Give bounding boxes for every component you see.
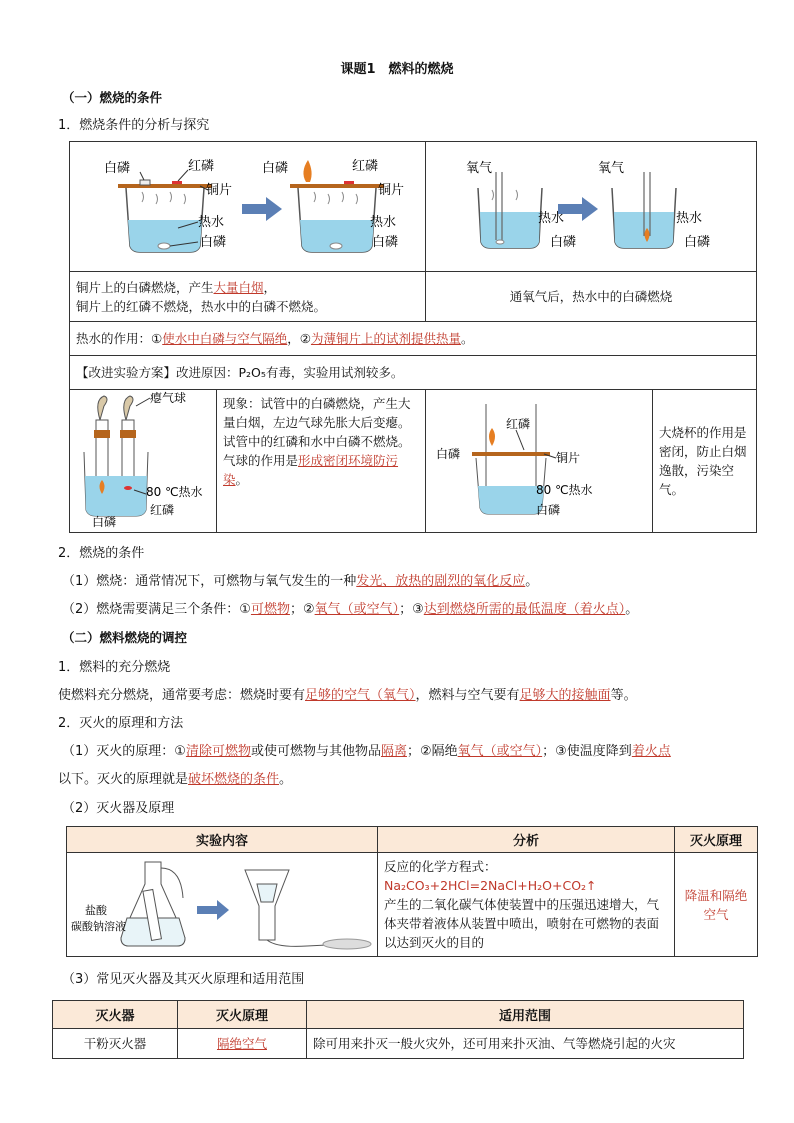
label-white-p-2: 白磷 [262,161,289,176]
label-copper-big: 铜片 [556,451,581,465]
principle-cell: 降温和隔绝空气 [675,853,758,957]
sub-heading: （2）灭火器及原理 [62,801,175,816]
figure-cell-oxygen [426,142,757,272]
text: 气球的作用是 [223,453,299,468]
label-copper-2: 铜片 [378,183,405,198]
answer-blank: 氧气（或空气） [314,602,400,617]
answer-blank: 氧气（或空气） [457,744,543,759]
label-80c-water-big: 80 ℃热水 [536,483,593,497]
text: 。 [279,772,293,787]
test-tube-figure [70,390,216,528]
figure-cell-extinguisher [67,853,378,957]
label-white-p-o2: 白磷 [684,235,711,250]
label-oxygen-2: 氧气 [598,161,625,176]
text: 反应的化学方程式： [384,859,497,874]
item-heading: 2．燃烧的条件 [58,546,145,561]
text: 以下。灭火的原理就是 [58,772,189,787]
label-hot-water: 热水 [198,215,225,230]
col-header: 灭火原理 [675,827,758,853]
obs-punct: ， [263,279,277,295]
label-hot-water-o2: 热水 [676,211,703,226]
col-header: 灭火原理 [178,1001,307,1029]
col-header: 适用范围 [307,1001,744,1029]
extinguisher-experiment-table [66,826,758,957]
label-red-p-2: 红磷 [352,159,379,174]
phenomenon-cell [217,390,426,532]
answer-blank: 足够大的接触面 [519,688,611,703]
answer-blank: 大量白烟 [213,279,264,295]
page-title: 课题1 燃料的燃烧 [340,62,454,77]
improved-scheme: 【改进实验方案】改进原因：P₂O₅有毒，实验用试剂较多。 [70,356,757,390]
label-white-p-bottom-big: 白磷 [536,503,561,517]
text: 。 [235,472,249,487]
label-oxygen-1: 氧气 [466,161,493,176]
figure-cell-copper-plate [70,142,426,272]
col-header: 实验内容 [67,827,378,853]
beaker-before [104,158,232,252]
combustion-conditions [62,598,638,617]
copper-plate-experiment-figure [70,142,425,267]
text: 。 [460,331,474,346]
text: ；③ [399,602,424,617]
extinguish-principle-2 [58,768,292,787]
answer-blank: 隔离 [380,744,407,759]
answer-blank: 发光、放热的剧烈的氧化反应 [356,574,526,589]
observation-left [70,272,426,322]
answer-blank: 使水中白磷与空气隔绝 [162,331,288,346]
answer-blank: 可燃物 [250,602,290,617]
extinguisher-figure [67,854,377,952]
text: ；②隔绝 [406,744,458,759]
answer-blank: 足够的空气（氧气） [305,688,416,703]
text: （1）灭火的原理：① [62,744,186,759]
label-white-p-bottom: 白磷 [200,235,227,250]
beaker-oxygen-after [598,161,710,250]
chem-equation: Na₂CO₃+2HCl=2NaCl+H₂O+CO₂↑ [384,878,597,893]
arrow-icon [197,900,229,920]
item-heading: 1．燃烧条件的分析与探究 [58,118,210,133]
col-header: 灭火器 [53,1001,178,1029]
text: （2）燃烧需要满足三个条件：① [62,602,251,617]
oxygen-experiment-figure [426,142,756,267]
text: 。 [625,602,639,617]
extinguisher-types-table [52,1000,744,1059]
label-acid: 盐酸 [85,903,107,917]
answer-blank: 清除可燃物 [185,744,251,759]
combustion-definition [62,570,538,589]
answer-blank: 达到燃烧所需的最低温度（着火点） [423,602,626,617]
text: 热水的作用：① [76,331,163,346]
beaker-role: 大烧杯的作用是密闭，防止白烟逸散，污染空气。 [659,425,747,497]
section-heading-control: （二）燃料燃烧的调控 [62,630,188,645]
label-white-p-bottom-2: 白磷 [372,235,399,250]
text: 使燃料充分燃烧，通常要考虑：燃烧时要有 [58,688,306,703]
text: 或使可燃物与其他物品 [250,744,381,759]
text: （1）燃烧：通常情况下，可燃物与氧气发生的一种 [62,574,357,589]
answer-blank: 着火点 [631,744,671,759]
text: ；③使温度降到 [542,744,632,759]
figure-cell-big-beaker [426,390,653,532]
label-white-p-o1: 白磷 [550,235,577,250]
label-hot-water-2: 热水 [370,215,397,230]
phenomenon-text: 现象：试管中的白磷燃烧，产生大量白烟，左边气球先胀大后变瘪。试管中的红磷和水中白磷不燃烧。 [223,396,411,449]
sub-heading: （3）常见灭火器及其灭火原理和适用范围 [62,972,305,987]
label-80c-water: 80 ℃热水 [146,485,203,499]
improved-inner [70,390,756,532]
text: ，② [287,331,311,346]
section-heading-conditions: （一）燃烧的条件 [62,90,163,105]
item-heading: 1．燃料的充分燃烧 [58,660,171,675]
col-header: 分析 [378,827,675,853]
observation-right: 通氧气后，热水中的白磷燃烧 [426,272,757,322]
text: ，燃料与空气要有 [415,688,520,703]
label-white-p-tube: 白磷 [92,515,117,528]
label-red-p-tube: 红磷 [150,503,175,517]
text: 产生的二氧化碳气体使装置中的压强迅速增大，气体夹带着液体从装置中喷出，喷射在可燃物的表面以达到灭火的目的 [384,897,660,950]
text: ；② [289,602,315,617]
obs-text-2: 铜片上的红磷不燃烧，热水中的白磷不燃烧。 [76,298,327,314]
answer-blank: 隔绝空气 [216,1036,267,1051]
big-beaker-figure [426,390,652,528]
arrow-icon [242,197,282,221]
hot-water-role [70,322,757,356]
item-heading: 2．灭火的原理和方法 [58,716,184,731]
label-white-p: 白磷 [104,161,131,176]
label-solution: 碳酸钠溶液 [71,919,126,933]
table-cell: 干粉灭火器 [53,1029,178,1059]
text: 等。 [610,688,637,703]
obs-text: 铜片上的白磷燃烧，产生 [76,279,214,295]
combustion-experiment-table [69,141,757,533]
extinguish-principle [62,740,671,759]
improved-row [70,390,757,533]
label-white-p-big: 白磷 [436,447,461,461]
table-cell: 除可用来扑灭一般火灾外，还可用来扑灭油、气等燃烧引起的火灾 [307,1029,744,1059]
label-copper: 铜片 [206,183,233,198]
answer-blank: 为薄铜片上的试剂提供热量 [310,331,461,346]
answer-blank: 形成密闭环境防污染 [223,453,399,487]
label-balloon: 瘪气球 [150,391,187,405]
figure-cell-tubes [70,390,217,532]
label-red-p-big: 红磷 [506,417,531,431]
full-combustion [58,684,637,703]
label-hot-water-o1: 热水 [538,211,565,226]
beaker-after [262,158,404,252]
label-red-p: 红磷 [188,159,215,174]
answer-blank: 破坏燃烧的条件 [188,772,280,787]
text: 。 [525,574,539,589]
analysis-cell [378,853,675,957]
